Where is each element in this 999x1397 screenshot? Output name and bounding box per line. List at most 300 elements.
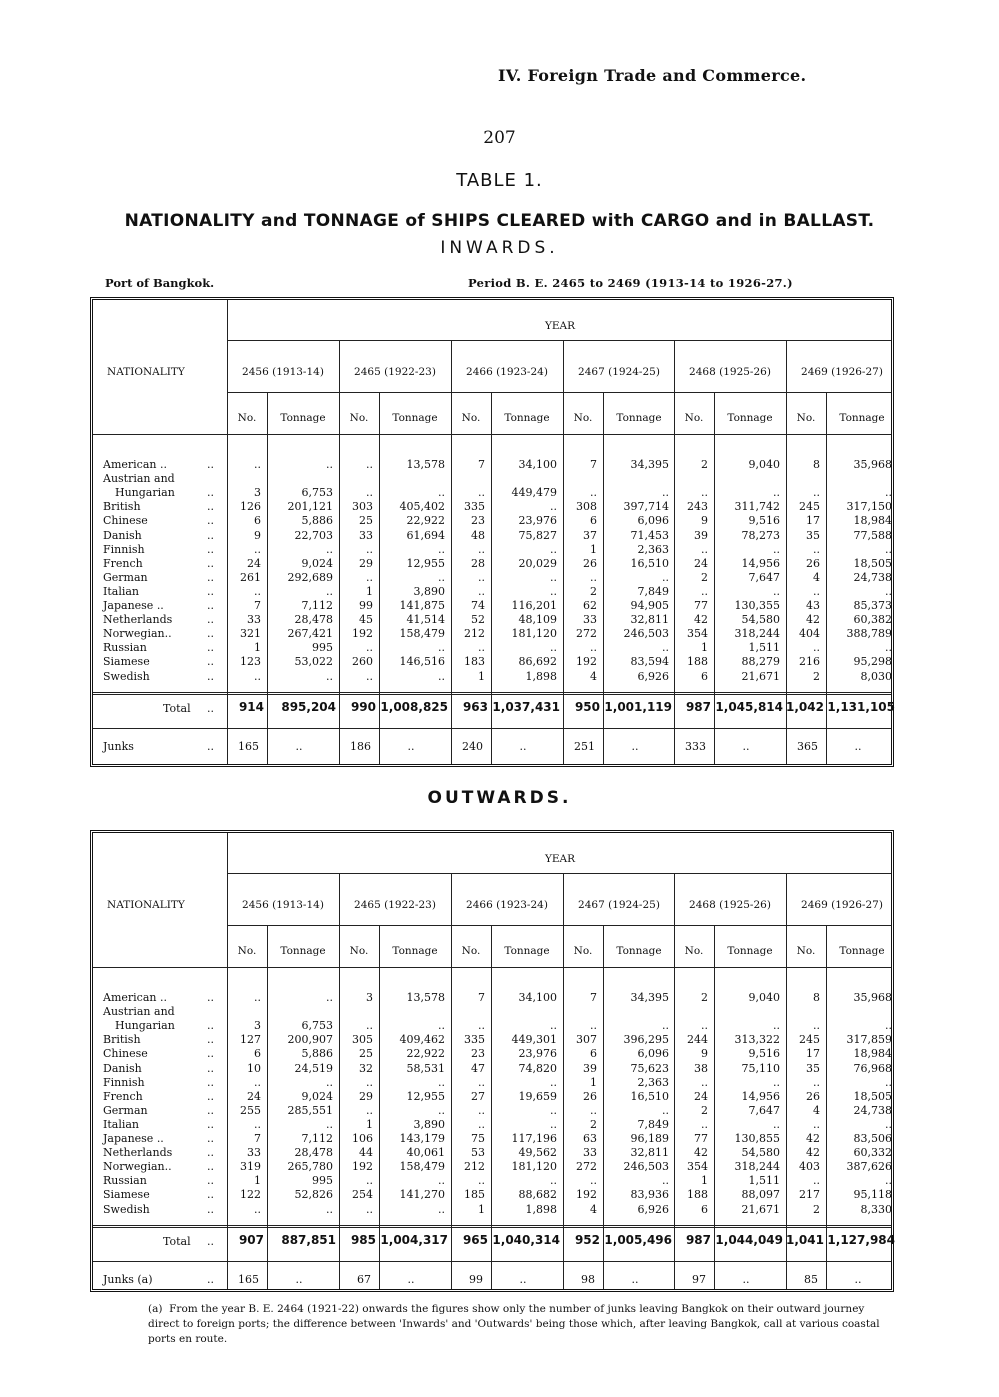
- table-cell: 9,040: [748, 458, 780, 471]
- table-cell: ..: [813, 584, 820, 598]
- table-cell: 7: [590, 991, 597, 1004]
- table-cell: 63: [583, 1132, 597, 1145]
- table-cell: 13,578: [406, 458, 445, 471]
- table-cell: 146,516: [399, 655, 445, 669]
- table-cell: 21,671: [741, 1202, 780, 1216]
- table-cell: 23: [471, 1047, 485, 1061]
- table-cell: ..: [366, 458, 373, 471]
- footnote-text: From the year B. E. 2464 (1921-22) onwards the figures show only the number of junks leaving Bangkok on their outward journey direct to foreign ports; the difference between 'Inwards' and 'Outwards' being those which, after leaving Bangkok, call at various coastal ports en route.: [148, 1303, 880, 1345]
- table-cell: 158,479: [399, 1160, 445, 1174]
- table-cell: 16,510: [630, 1089, 669, 1103]
- table-cell: 33: [247, 613, 261, 627]
- table-cell: 74,820: [518, 1061, 557, 1075]
- table-cell: 78,273: [741, 528, 780, 542]
- junks-rule: [93, 1261, 891, 1262]
- table-cell: ..: [478, 486, 485, 500]
- nationality-name: Japanese ..: [103, 599, 164, 612]
- table-cell: ..: [438, 486, 445, 500]
- table-cell: 311,742: [734, 500, 780, 514]
- table-cell: 37: [583, 528, 597, 542]
- table-cell: ..: [885, 641, 892, 655]
- no-header: No.: [237, 412, 257, 424]
- total-cell: 1,044,049: [715, 1232, 783, 1247]
- table-cell: 60,332: [853, 1146, 892, 1160]
- leader-dots: ..: [207, 641, 214, 655]
- table-cell: ..: [662, 1103, 669, 1117]
- table-cell: 292,689: [287, 570, 333, 584]
- nationality-name: Netherlands: [103, 1146, 173, 1160]
- table-cell: 2: [813, 1202, 820, 1216]
- table-cell: 86,692: [518, 655, 557, 669]
- year-label: 2469 (1926-27): [801, 366, 883, 378]
- tonnage-header: Tonnage: [727, 412, 773, 424]
- nationality-name: Chinese: [103, 1047, 148, 1061]
- nationality-name: Siamese: [103, 1188, 150, 1202]
- table-cell: ..: [254, 542, 261, 556]
- table-cell: 1: [590, 1075, 597, 1089]
- nationality-name: Danish: [103, 1061, 142, 1075]
- table-cell: 397,714: [623, 500, 669, 514]
- table-cell: ..: [773, 1075, 780, 1089]
- junks-cell: ..: [295, 1272, 303, 1286]
- table-cell: 12,955: [406, 1089, 445, 1103]
- junks-cell: ..: [631, 1272, 639, 1286]
- table-cell: 35: [806, 528, 820, 542]
- table-cell: 25: [359, 1047, 373, 1061]
- junks-cell: 98: [581, 1272, 595, 1286]
- year-label: 2466 (1923-24): [466, 899, 548, 911]
- tonnage-header: Tonnage: [839, 412, 885, 424]
- year-label: 2468 (1925-26): [689, 899, 771, 911]
- table-cell: 62: [583, 599, 597, 612]
- table-cell: ..: [813, 641, 820, 655]
- table-cell: 38: [694, 1061, 708, 1075]
- table-cell: 14,956: [741, 556, 780, 570]
- table-cell: ..: [662, 1019, 669, 1033]
- table-cell: ..: [366, 542, 373, 556]
- table-cell: ..: [885, 486, 892, 500]
- table-cell: 7,849: [637, 1117, 669, 1131]
- table-cell: ..: [550, 1075, 557, 1089]
- table-cell: 995: [312, 1174, 333, 1188]
- table-cell: ..: [590, 1103, 597, 1117]
- no-header: No.: [461, 945, 481, 957]
- leader-dots: ..: [207, 458, 214, 471]
- table-cell: 122: [240, 1188, 261, 1202]
- total-cell: 887,851: [281, 1232, 336, 1247]
- table-cell: ..: [254, 991, 261, 1004]
- table-cell: 216: [799, 655, 820, 669]
- table-cell: 387,626: [846, 1160, 892, 1174]
- no-header: No.: [573, 412, 593, 424]
- junks-cell: ..: [519, 1272, 527, 1286]
- table-cell: ..: [885, 1075, 892, 1089]
- table-cell: 5,886: [301, 1047, 333, 1061]
- table-cell: ..: [478, 1174, 485, 1188]
- table-cell: ..: [254, 669, 261, 683]
- table-cell: 388,789: [846, 627, 892, 641]
- table-cell: 42: [694, 613, 708, 627]
- table-cell: ..: [550, 570, 557, 584]
- year-header: YEAR: [544, 853, 576, 865]
- table-cell: 4: [813, 570, 820, 584]
- nationality-name: Chinese: [103, 514, 148, 528]
- table-cell: 18,984: [853, 514, 892, 528]
- table-cell: ..: [885, 1117, 892, 1131]
- table-cell: 8,030: [860, 669, 892, 683]
- total-label: Total: [163, 1234, 191, 1248]
- table-cell: ..: [254, 458, 261, 471]
- table-cell: 52: [471, 613, 485, 627]
- table-cell: 1,898: [525, 1202, 557, 1216]
- table-cell: 88,279: [741, 655, 780, 669]
- table-cell: 35: [806, 1061, 820, 1075]
- table-cell: 317,150: [846, 500, 892, 514]
- table-cell: 1: [478, 1202, 485, 1216]
- junks-cell: ..: [854, 739, 862, 753]
- nationality-name: American ..: [103, 991, 167, 1004]
- table-cell: ..: [701, 542, 708, 556]
- nationality-name: Siamese: [103, 655, 150, 669]
- table-cell: ..: [885, 1019, 892, 1033]
- table-cell: ..: [438, 1103, 445, 1117]
- leader-dots: ..: [207, 542, 214, 556]
- table-cell: ..: [662, 1174, 669, 1188]
- leader-dots: ..: [207, 1272, 214, 1286]
- years-rule: [227, 925, 891, 926]
- table-cell: 192: [352, 627, 373, 641]
- table-cell: 995: [312, 641, 333, 655]
- junks-cell: 165: [238, 739, 259, 753]
- leader-dots: ..: [207, 739, 214, 753]
- table-cell: 9,024: [301, 556, 333, 570]
- table-cell: ..: [701, 584, 708, 598]
- year-rule: [227, 873, 891, 874]
- leader-dots: ..: [207, 1146, 214, 1160]
- tonnage-header: Tonnage: [504, 412, 550, 424]
- table-cell: 267,421: [287, 627, 333, 641]
- leader-dots: ..: [207, 1075, 214, 1089]
- table-cell: ..: [550, 1174, 557, 1188]
- table-cell: 409,462: [399, 1033, 445, 1047]
- table-cell: 58,531: [406, 1061, 445, 1075]
- table-cell: 7,112: [301, 1132, 333, 1145]
- total-cell: 1,041: [786, 1232, 824, 1247]
- table-cell: 42: [694, 1146, 708, 1160]
- nationality-name: Russian: [103, 1174, 147, 1188]
- table-cell: 1,898: [525, 669, 557, 683]
- table-cell: ..: [885, 542, 892, 556]
- table-cell: 9: [701, 514, 708, 528]
- table-cell: ..: [701, 1019, 708, 1033]
- table-cell: 22,922: [406, 514, 445, 528]
- table-cell: 1: [366, 1117, 373, 1131]
- table-cell: ..: [366, 1202, 373, 1216]
- footnote-marker: (a): [148, 1303, 163, 1315]
- table-cell: 33: [247, 1146, 261, 1160]
- table-cell: 245: [799, 1033, 820, 1047]
- table-cell: 60,382: [853, 613, 892, 627]
- table-cell: 126: [240, 500, 261, 514]
- table-cell: 24: [247, 1089, 261, 1103]
- nationality-name: Italian: [103, 1117, 140, 1131]
- nationality-name: Russian: [103, 641, 147, 655]
- table-cell: 75: [471, 1132, 485, 1145]
- table-cell: 42: [806, 1146, 820, 1160]
- year-label: 2467 (1924-25): [578, 899, 660, 911]
- table-cell: ..: [366, 641, 373, 655]
- table-cell: 2: [590, 584, 597, 598]
- table-cell: 17: [806, 514, 820, 528]
- leader-dots: ..: [207, 528, 214, 542]
- table-cell: 7: [254, 1132, 261, 1145]
- table-cell: 24,738: [853, 1103, 892, 1117]
- table-cell: 22,703: [294, 528, 333, 542]
- leader-dots: ..: [207, 500, 214, 514]
- leader-dots: ..: [207, 570, 214, 584]
- table-cell: ..: [662, 570, 669, 584]
- table-cell: 24,738: [853, 570, 892, 584]
- table-cell: ..: [550, 1117, 557, 1131]
- table-cell: 77: [694, 599, 708, 612]
- table-cell: 23: [471, 514, 485, 528]
- table-cell: 3: [366, 991, 373, 1004]
- table-cell: ..: [326, 1075, 333, 1089]
- table-cell: 29: [359, 556, 373, 570]
- table-cell: 354: [687, 627, 708, 641]
- nationality-header: NATIONALITY: [107, 366, 185, 378]
- table-cell: ..: [550, 542, 557, 556]
- table-cell: ..: [438, 542, 445, 556]
- table-cell: ..: [254, 1117, 261, 1131]
- table-cell: 6,926: [637, 1202, 669, 1216]
- table-cell: 4: [590, 1202, 597, 1216]
- table-cell: ..: [254, 1202, 261, 1216]
- table-cell: 33: [583, 1146, 597, 1160]
- table-cell: ..: [662, 641, 669, 655]
- table-cell: 32: [359, 1061, 373, 1075]
- tonnage-header: Tonnage: [727, 945, 773, 957]
- table-cell: 272: [576, 627, 597, 641]
- table-cell: 20,029: [518, 556, 557, 570]
- leader-dots: ..: [207, 1202, 214, 1216]
- table-cell: 6,096: [637, 514, 669, 528]
- no-header: No.: [237, 945, 257, 957]
- total-cell: 1,127,984: [827, 1232, 895, 1247]
- total-cell: 1,040,314: [492, 1232, 560, 1247]
- table-cell: 53: [471, 1146, 485, 1160]
- table-cell: ..: [366, 1103, 373, 1117]
- table-cell: 34,395: [630, 458, 669, 471]
- total-rule: [93, 1225, 891, 1228]
- table-cell: 28,478: [294, 1146, 333, 1160]
- total-cell: 1,008,825: [380, 699, 448, 714]
- leader-dots: ..: [207, 1033, 214, 1047]
- table-cell: 2,363: [637, 542, 669, 556]
- table-cell: 354: [687, 1160, 708, 1174]
- total-cell: 990: [350, 699, 376, 714]
- table-cell: ..: [478, 1117, 485, 1131]
- table-cell: 61,694: [406, 528, 445, 542]
- leader-dots: ..: [207, 701, 214, 715]
- table-cell: 74: [471, 599, 485, 612]
- table-cell: 35,968: [853, 991, 892, 1004]
- period-label: Period B. E. 2465 to 2469 (1913-14 to 1926-27.): [468, 276, 793, 290]
- table-cell: 10: [247, 1061, 261, 1075]
- leader-dots: ..: [207, 1019, 214, 1033]
- table-cell: 1: [478, 669, 485, 683]
- total-cell: 1,042: [786, 699, 824, 714]
- nationality-name: British: [103, 1033, 141, 1047]
- nationality-name: Swedish: [103, 1202, 150, 1216]
- table-cell: 52,826: [294, 1188, 333, 1202]
- outwards-heading: OUTWARDS.: [427, 788, 572, 808]
- table-cell: 7,647: [748, 570, 780, 584]
- table-cell: ..: [590, 1174, 597, 1188]
- table-cell: 88,682: [518, 1188, 557, 1202]
- no-header: No.: [349, 412, 369, 424]
- table-cell: 181,120: [511, 627, 557, 641]
- leader-dots: ..: [207, 584, 214, 598]
- total-cell: 1,005,496: [604, 1232, 672, 1247]
- table-cell: 9,040: [748, 991, 780, 1004]
- footnote: [148, 1302, 888, 1347]
- table-cell: 318,244: [734, 627, 780, 641]
- table-cell: ..: [773, 584, 780, 598]
- table-cell: 6: [701, 1202, 708, 1216]
- year-label: 2466 (1923-24): [466, 366, 548, 378]
- table-cell: 48: [471, 528, 485, 542]
- table-cell: 217: [799, 1188, 820, 1202]
- nationality-name: Japanese ..: [103, 1132, 164, 1145]
- nationality-name: German: [103, 1103, 148, 1117]
- junks-cell: ..: [631, 739, 639, 753]
- table-cell: 246,503: [623, 627, 669, 641]
- table-cell: 34,100: [518, 991, 557, 1004]
- table-cell: ..: [701, 486, 708, 500]
- leader-dots: ..: [207, 627, 214, 641]
- leader-dots: ..: [207, 1188, 214, 1202]
- table-cell: 94,905: [630, 599, 669, 612]
- table-cell: ..: [326, 1117, 333, 1131]
- table-cell: 2,363: [637, 1075, 669, 1089]
- no-header: No.: [684, 412, 704, 424]
- table-cell: 449,479: [511, 486, 557, 500]
- table-cell: ..: [590, 570, 597, 584]
- table-cell: 6: [254, 1047, 261, 1061]
- header-rule: [93, 434, 891, 435]
- total-cell: 907: [238, 1232, 264, 1247]
- junks-cell: 97: [692, 1272, 706, 1286]
- table-cell: 26: [806, 1089, 820, 1103]
- leader-dots: ..: [207, 1160, 214, 1174]
- table-cell: 71,453: [630, 528, 669, 542]
- table-cell: 18,505: [853, 1089, 892, 1103]
- tonnage-header: Tonnage: [280, 945, 326, 957]
- table-cell: 321: [240, 627, 261, 641]
- table-cell: ..: [326, 991, 333, 1004]
- table-cell: 319: [240, 1160, 261, 1174]
- total-cell: 985: [350, 1232, 376, 1247]
- table-cell: ..: [478, 542, 485, 556]
- table-cell: 117,196: [511, 1132, 557, 1145]
- leader-dots: ..: [207, 1117, 214, 1131]
- table-cell: 305: [352, 1033, 373, 1047]
- table-cell: 116,201: [511, 599, 557, 612]
- table-cell: 12,955: [406, 556, 445, 570]
- table-cell: ..: [550, 1019, 557, 1033]
- table-cell: 396,295: [623, 1033, 669, 1047]
- nationality-name: Hungarian: [115, 1019, 175, 1033]
- table-cell: 22,922: [406, 1047, 445, 1061]
- table-cell: 3,890: [413, 1117, 445, 1131]
- table-cell: ..: [366, 669, 373, 683]
- nationality-name: Netherlands: [103, 613, 173, 627]
- leader-dots: ..: [207, 1103, 214, 1117]
- table-cell: 83,594: [630, 655, 669, 669]
- total-cell: 952: [574, 1232, 600, 1247]
- junks-cell: 85: [804, 1272, 818, 1286]
- total-cell: 895,204: [281, 699, 336, 714]
- table-cell: 40,061: [406, 1146, 445, 1160]
- table-cell: 4: [813, 1103, 820, 1117]
- table-cell: ..: [478, 1075, 485, 1089]
- table-cell: 99: [359, 599, 373, 612]
- table-cell: 2: [701, 991, 708, 1004]
- table-cell: ..: [590, 486, 597, 500]
- nationality-name: Norwegian..: [103, 1160, 172, 1174]
- table-cell: 8: [813, 991, 820, 1004]
- table-cell: 158,479: [399, 627, 445, 641]
- table-cell: 23,976: [518, 1047, 557, 1061]
- table-cell: ..: [478, 641, 485, 655]
- table-cell: 6: [254, 514, 261, 528]
- table-cell: 7: [254, 599, 261, 612]
- table-cell: 9: [254, 528, 261, 542]
- year-label: 2468 (1925-26): [689, 366, 771, 378]
- table-cell: ..: [254, 584, 261, 598]
- nationality-name: Hungarian: [115, 486, 175, 500]
- leader-dots: ..: [207, 1234, 214, 1248]
- table-cell: 403: [799, 1160, 820, 1174]
- total-cell: 1,004,317: [380, 1232, 448, 1247]
- table-cell: ..: [885, 584, 892, 598]
- leader-dots: ..: [207, 655, 214, 669]
- table-cell: 260: [352, 655, 373, 669]
- table-cell: 7,647: [748, 1103, 780, 1117]
- table-cell: ..: [438, 1202, 445, 1216]
- table-cell: ..: [813, 1174, 820, 1188]
- leader-dots: ..: [207, 1174, 214, 1188]
- year-header: YEAR: [544, 320, 576, 332]
- table-cell: 45: [359, 613, 373, 627]
- junks-cell: ..: [742, 739, 750, 753]
- table-cell: ..: [438, 1174, 445, 1188]
- table-cell: 6,926: [637, 669, 669, 683]
- table-cell: ..: [254, 1075, 261, 1089]
- table-cell: 9,516: [748, 1047, 780, 1061]
- table-cell: ..: [550, 1103, 557, 1117]
- leader-dots: ..: [207, 613, 214, 627]
- table-cell: 27: [471, 1089, 485, 1103]
- table-cell: 243: [687, 500, 708, 514]
- table-cell: ..: [773, 542, 780, 556]
- table-cell: 26: [583, 1089, 597, 1103]
- junks-label: Junks (a): [103, 1272, 153, 1286]
- table-cell: 42: [806, 1132, 820, 1145]
- junks-cell: 165: [238, 1272, 259, 1286]
- table-cell: ..: [326, 542, 333, 556]
